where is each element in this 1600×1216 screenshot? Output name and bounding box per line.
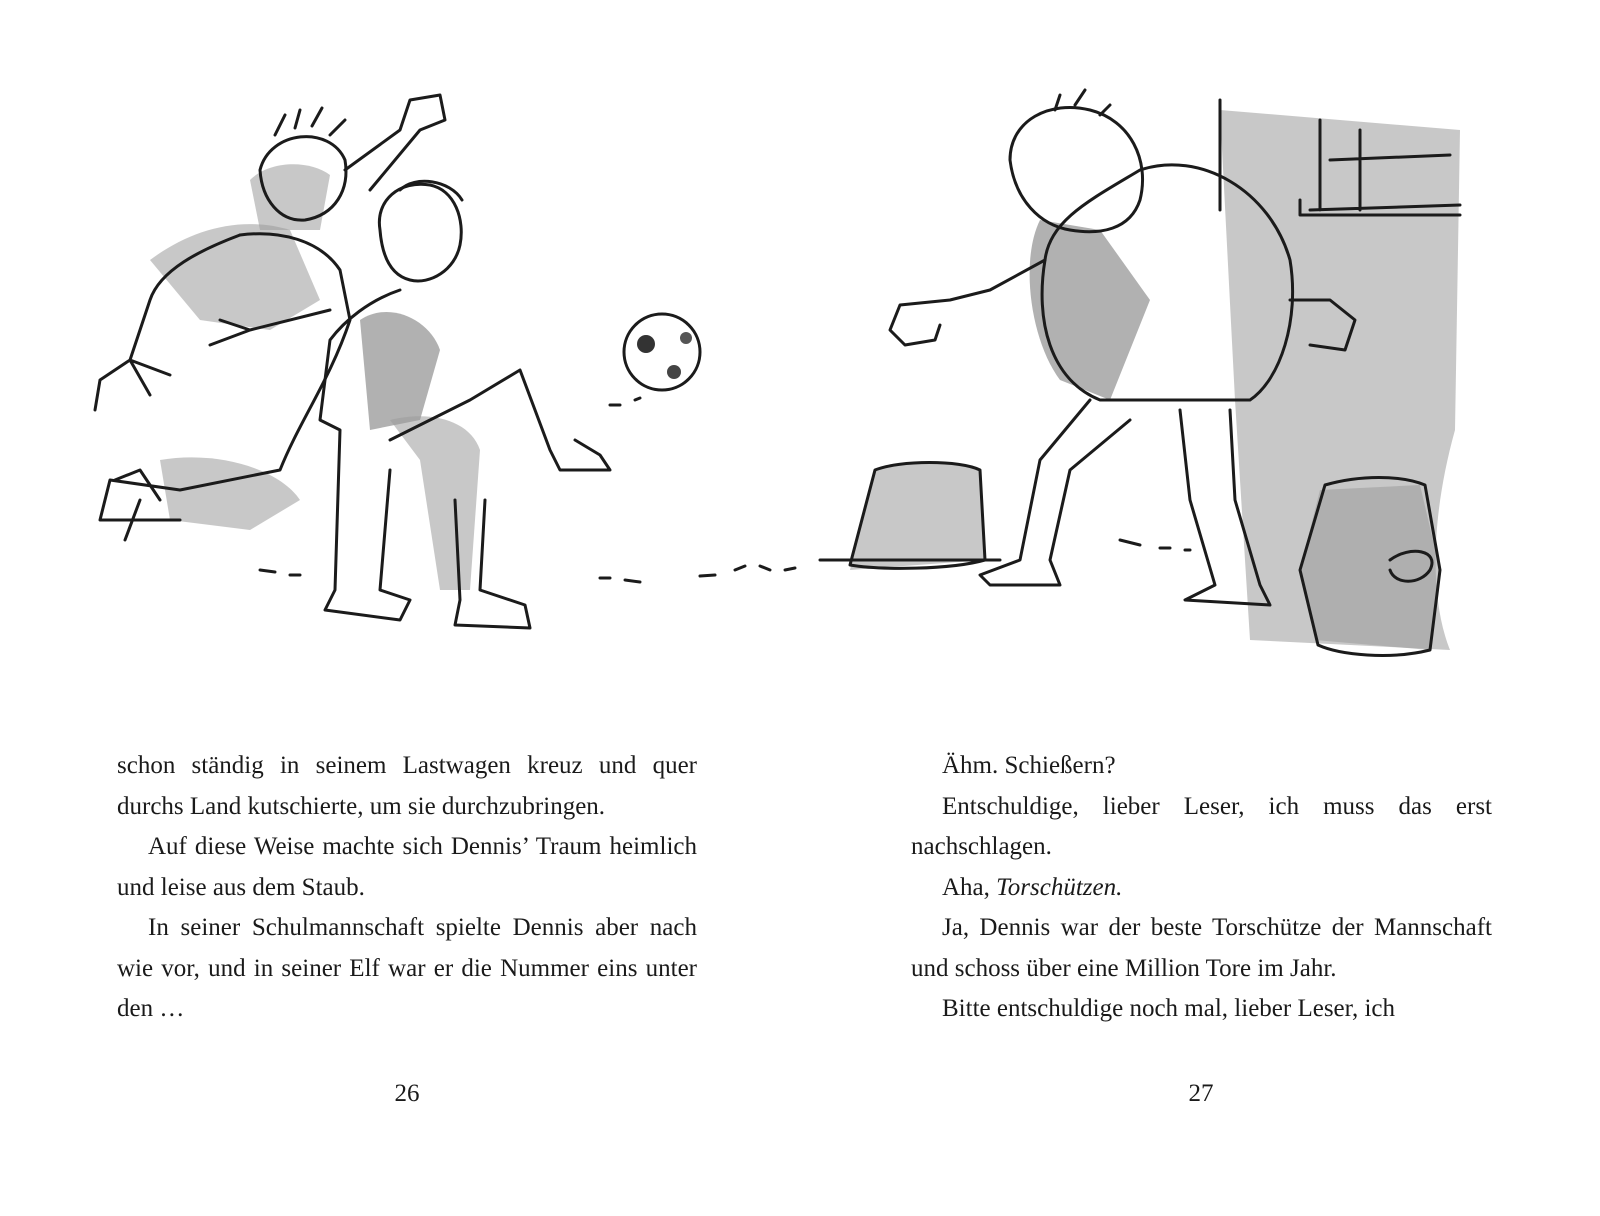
kicking-boy-trousers-wash [390, 416, 480, 590]
ground-marks [260, 566, 795, 582]
goalkeeper-arm [890, 260, 1045, 345]
paragraph [911, 868, 1492, 909]
ground-marks-right [1120, 540, 1190, 550]
ball-motion-marks [610, 398, 640, 405]
page-number-left: 26 [394, 1080, 420, 1107]
running-boy-head-wash [250, 164, 330, 230]
page-number-right: 27 [1188, 1080, 1214, 1107]
goalkeeper-head [1010, 107, 1143, 231]
right-page-text [911, 746, 1492, 1030]
goalkeeper-left-leg [980, 400, 1130, 585]
goalkeeper-hair [1055, 90, 1110, 115]
football [624, 314, 700, 390]
kicking-boy-head [379, 184, 461, 281]
paragraph: Entschuldige, lieber Leser, ich muss das erst nachschlagen. [911, 792, 1492, 860]
paragraph: Ähm. Schießern? [942, 752, 1116, 779]
emphasized-word: Torschützen. [996, 873, 1123, 901]
jar-wash [1300, 485, 1440, 650]
paragraph: In seiner Schulmannschaft spielte Dennis aber nach wie vor, und in seiner Elf war er die Nummer eins unter den … [117, 914, 697, 1022]
football-patch [637, 335, 655, 353]
paragraph: Ja, Dennis war der beste Torschütze der Mannschaft und schoss über eine Million Tore im Jahr. [911, 914, 1492, 982]
kicking-boy-shirt-wash [360, 312, 440, 430]
football-patch [680, 332, 692, 344]
paragraph-text: Aha, [942, 873, 997, 901]
paragraph: schon ständig in seinem Lastwagen kreuz und quer durchs Land kutschierte, um sie durchzubringen. [117, 752, 697, 820]
bucket-wash [850, 463, 985, 571]
paragraph: Bitte entschuldige noch mal, lieber Leser, ich [942, 995, 1396, 1022]
football-patch [667, 365, 681, 379]
running-boy-hair [275, 108, 345, 135]
running-boy-raised-arm [345, 95, 445, 190]
paragraph: Auf diese Weise machte sich Dennis’ Traum heimlich und leise aus dem Staub. [117, 833, 697, 901]
left-page-text [117, 746, 697, 1030]
